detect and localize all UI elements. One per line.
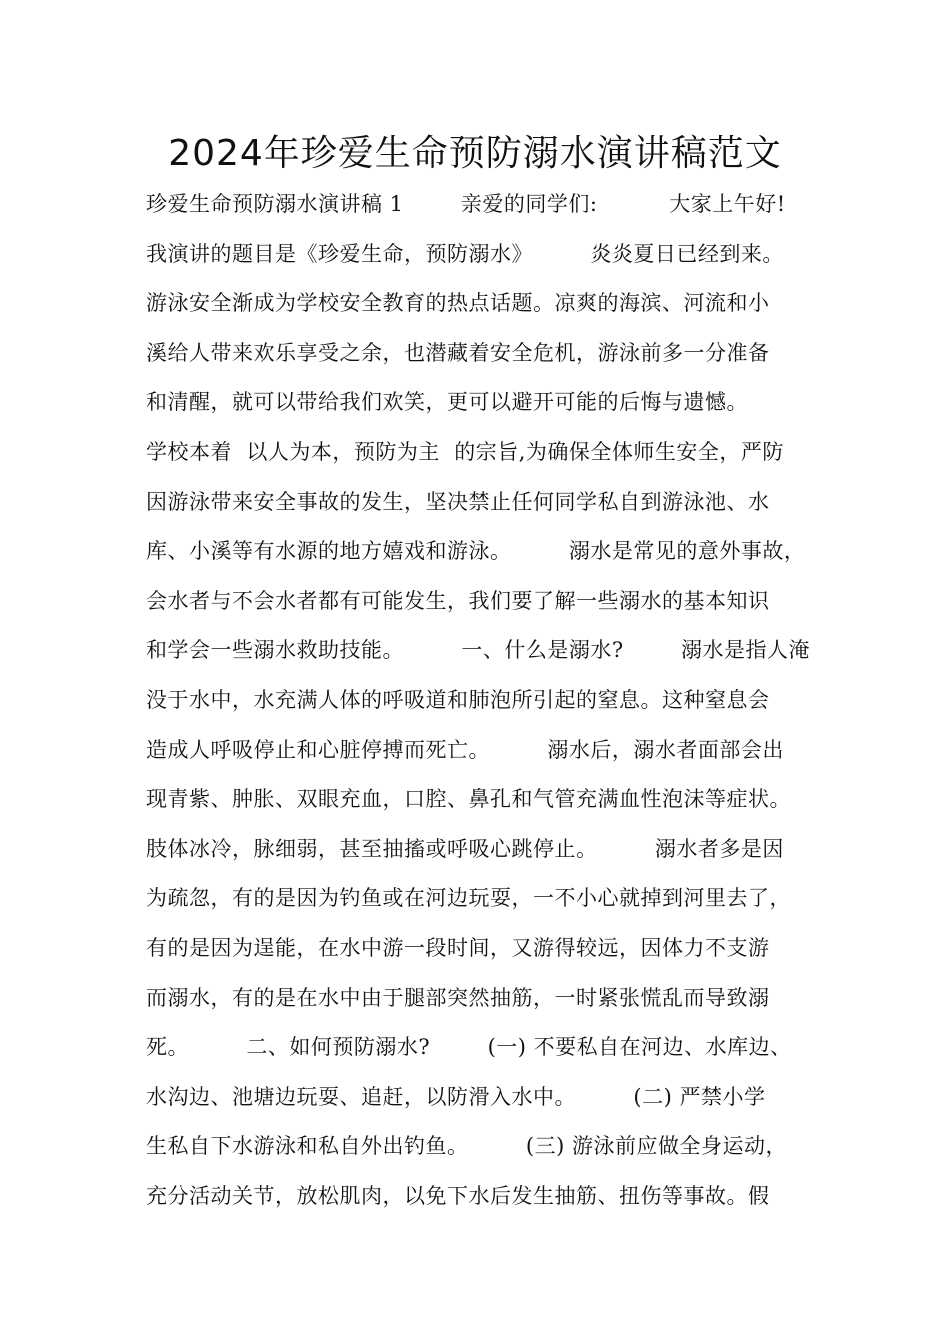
body-line: 和清醒，就可以带给我们欢笑，更可以避开可能的后悔与遗憾。 bbox=[146, 390, 748, 415]
body-line: 死。 二、如何预防溺水? (一) 不要私自在河边、水库边、 bbox=[146, 1035, 792, 1060]
body-line: 和学会一些溺水救助技能。 一、什么是溺水? 溺水是指人淹 bbox=[146, 638, 811, 663]
body-line: 有的是因为逞能，在水中游一段时间，又游得较远，因体力不支游 bbox=[146, 935, 770, 960]
body-line: 溪给人带来欢乐享受之余，也潜藏着安全危机，游泳前多一分准备 bbox=[146, 340, 770, 365]
body-line: 我演讲的题目是《珍爱生命，预防溺水》 炎炎夏日已经到来。 bbox=[146, 241, 784, 266]
body-line: 没于水中，水充满人体的呼吸道和肺泡所引起的窒息。这种窒息会 bbox=[146, 687, 770, 712]
body-line: 为疏忽，有的是因为钓鱼或在河边玩耍，一不小心就掉到河里去了， bbox=[146, 886, 791, 911]
body-line: 会水者与不会水者都有可能发生，我们要了解一些溺水的基本知识 bbox=[146, 588, 770, 613]
body-line: 肢体冰冷，脉细弱，甚至抽搐或呼吸心跳停止。 溺水者多是因 bbox=[146, 836, 784, 861]
document-body bbox=[146, 180, 826, 1221]
body-line: 生私自下水游泳和私自外出钓鱼。 (三) 游泳前应做全身运动， bbox=[146, 1134, 787, 1159]
body-line: 水沟边、池塘边玩耍、追赶，以防滑入水中。 (二) 严禁小学 bbox=[146, 1084, 766, 1109]
body-line: 而溺水，有的是在水中由于腿部突然抽筋，一时紧张慌乱而导致溺 bbox=[146, 985, 770, 1010]
document-title: 2024年珍爱生命预防溺水演讲稿范文 bbox=[168, 133, 782, 174]
body-line: 现青紫、肿胀、双眼充血，口腔、鼻孔和气管充满血性泡沫等症状。 bbox=[146, 787, 791, 812]
body-line: 游泳安全渐成为学校安全教育的热点话题。凉爽的海滨、河流和小 bbox=[146, 291, 770, 316]
body-line: 珍爱生命预防溺水演讲稿 1 亲爱的同学们: 大家上午好! bbox=[146, 192, 786, 216]
body-line: 充分活动关节，放松肌肉，以免下水后发生抽筋、扭伤等事故。假 bbox=[146, 1183, 770, 1208]
body-line: 因游泳带来安全事故的发生，坚决禁止任何同学私自到游泳池、水 bbox=[146, 489, 770, 514]
body-line: 库、小溪等有水源的地方嬉戏和游泳。 溺水是常见的意外事故， bbox=[146, 539, 806, 564]
body-line: 造成人呼吸停止和心脏停搏而死亡。 溺水后，溺水者面部会出 bbox=[146, 737, 784, 762]
body-line: 学校本着 以人为本，预防为主 的宗旨,为确保全体师生安全，严防 bbox=[146, 439, 784, 464]
